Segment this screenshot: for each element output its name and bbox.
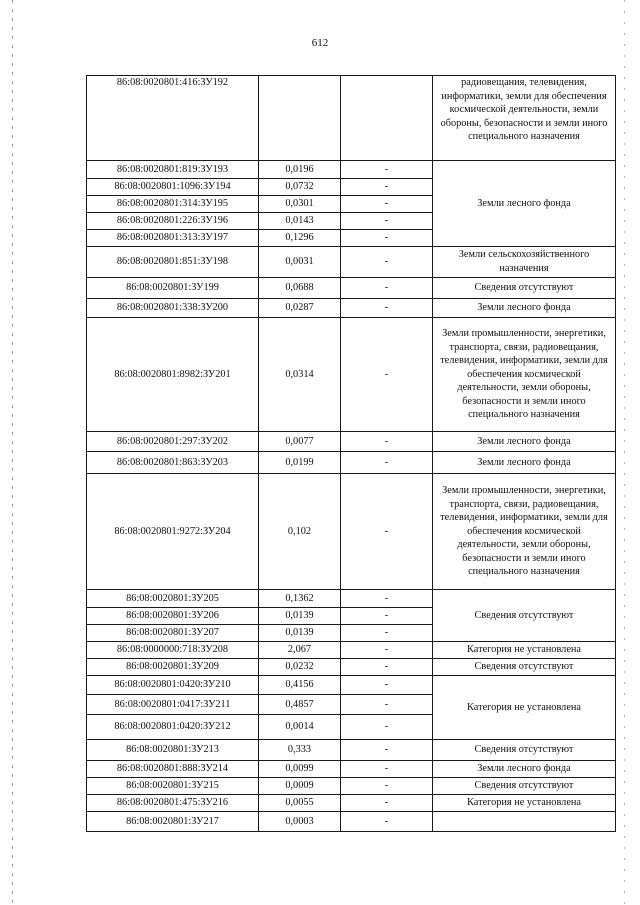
area-cell: 0,1362 [259, 590, 341, 608]
cadastral-number-cell: 86:08:0020801:ЗУ199 [87, 278, 259, 299]
cadastral-number-cell: 86:08:0020801:ЗУ206 [87, 608, 259, 625]
dash-cell: - [341, 452, 433, 474]
cadastral-number-cell: 86:08:0000000:718:ЗУ208 [87, 642, 259, 659]
scan-edge-left [12, 0, 13, 905]
dash-cell: - [341, 196, 433, 213]
cadastral-number-cell: 86:08:0020801:475:ЗУ216 [87, 795, 259, 812]
cadastral-number-cell: 86:08:0020801:851:ЗУ198 [87, 247, 259, 278]
dash-cell: - [341, 676, 433, 695]
table-row [87, 474, 616, 590]
table-row [87, 299, 616, 318]
area-cell: 0,0055 [259, 795, 341, 812]
category-cell: радиовещания, телевидения, информатики, земли для обеспечения космической деятельности, земли обороны, безопасности и земли иного специального назначения [433, 76, 616, 161]
cadastral-number-cell: 86:08:0020801:ЗУ209 [87, 659, 259, 676]
area-cell: 0,333 [259, 740, 341, 761]
area-cell: 0,0301 [259, 196, 341, 213]
table-row [87, 740, 616, 761]
cadastral-number-cell: 86:08:0020801:863:ЗУ203 [87, 452, 259, 474]
table-row [87, 761, 616, 778]
cadastral-number-cell: 86:08:0020801:0420:ЗУ210 [87, 676, 259, 695]
cadastral-number-cell: 86:08:0020801:1096:ЗУ194 [87, 179, 259, 196]
cadastral-number-cell: 86:08:0020801:0417:ЗУ211 [87, 695, 259, 715]
dash-cell: - [341, 740, 433, 761]
dash-cell: - [341, 695, 433, 715]
area-cell: 0,4156 [259, 676, 341, 695]
cadastral-number-cell: 86:08:0020801:9272:ЗУ204 [87, 474, 259, 590]
area-cell [259, 76, 341, 161]
dash-cell: - [341, 278, 433, 299]
cadastral-number-cell: 86:08:0020801:819:ЗУ193 [87, 161, 259, 179]
cadastral-number-cell: 86:08:0020801:338:ЗУ200 [87, 299, 259, 318]
category-cell: Сведения отсутствуют [433, 590, 616, 642]
area-cell: 0,0014 [259, 715, 341, 740]
category-cell: Земли промышленности, энергетики, транспорта, связи, радиовещания, телевидения, информатики, земли для обеспечения космической деятельности, земли обороны, безопасности и земли иного специального назначения [433, 474, 616, 590]
table-row [87, 778, 616, 795]
area-cell: 0,0287 [259, 299, 341, 318]
cadastral-number-cell: 86:08:0020801:313:ЗУ197 [87, 230, 259, 247]
area-cell: 2,067 [259, 642, 341, 659]
cadastral-number-cell: 86:08:0020801:ЗУ207 [87, 625, 259, 642]
area-cell: 0,0196 [259, 161, 341, 179]
area-cell: 0,0139 [259, 608, 341, 625]
dash-cell: - [341, 625, 433, 642]
table-row [87, 795, 616, 812]
category-cell: Категория не установлена [433, 642, 616, 659]
dash-cell: - [341, 299, 433, 318]
category-cell: Земли лесного фонда [433, 161, 616, 247]
dash-cell [341, 76, 433, 161]
table-row [87, 452, 616, 474]
table-row [87, 642, 616, 659]
table-row [87, 659, 616, 676]
table-row [87, 278, 616, 299]
category-cell [433, 812, 616, 832]
area-cell: 0,0314 [259, 318, 341, 432]
page-number: 612 [311, 37, 329, 49]
area-cell: 0,0732 [259, 179, 341, 196]
table-row [87, 676, 616, 695]
dash-cell: - [341, 318, 433, 432]
cadastral-number-cell: 86:08:0020801:314:ЗУ195 [87, 196, 259, 213]
dash-cell: - [341, 812, 433, 832]
dash-cell: - [341, 179, 433, 196]
area-cell: 0,0688 [259, 278, 341, 299]
dash-cell: - [341, 161, 433, 179]
cadastral-number-cell: 86:08:0020801:8982:ЗУ201 [87, 318, 259, 432]
table-row [87, 247, 616, 278]
dash-cell: - [341, 715, 433, 740]
category-cell: Сведения отсутствуют [433, 659, 616, 676]
area-cell: 0,0143 [259, 213, 341, 230]
table-row [87, 76, 616, 161]
category-cell: Категория не установлена [433, 795, 616, 812]
area-cell: 0,0077 [259, 432, 341, 452]
cadastral-number-cell: 86:08:0020801:416:ЗУ192 [87, 76, 259, 161]
cadastral-number-cell: 86:08:0020801:ЗУ215 [87, 778, 259, 795]
dash-cell: - [341, 659, 433, 676]
category-cell: Земли лесного фонда [433, 761, 616, 778]
area-cell: 0,0003 [259, 812, 341, 832]
cadastral-number-cell: 86:08:0020801:ЗУ217 [87, 812, 259, 832]
area-cell: 0,0009 [259, 778, 341, 795]
table-row [87, 318, 616, 432]
category-cell: Земли промышленности, энергетики, транспорта, связи, радиовещания, телевидения, информатики, земли для обеспечения космической деятельности, земли обороны, безопасности и земли иного специального назначения [433, 318, 616, 432]
area-cell: 0,0232 [259, 659, 341, 676]
cadastral-number-cell: 86:08:0020801:888:ЗУ214 [87, 761, 259, 778]
dash-cell: - [341, 795, 433, 812]
area-cell: 0,1296 [259, 230, 341, 247]
dash-cell: - [341, 608, 433, 625]
scan-edge-right [624, 0, 625, 905]
dash-cell: - [341, 213, 433, 230]
dash-cell: - [341, 432, 433, 452]
dash-cell: - [341, 247, 433, 278]
cadastral-number-cell: 86:08:0020801:297:ЗУ202 [87, 432, 259, 452]
category-cell: Земли сельскохозяйственного назначения [433, 247, 616, 278]
category-cell: Земли лесного фонда [433, 299, 616, 318]
category-cell: Земли лесного фонда [433, 452, 616, 474]
cadastral-number-cell: 86:08:0020801:0420:ЗУ212 [87, 715, 259, 740]
table-row [87, 161, 616, 179]
dash-cell: - [341, 590, 433, 608]
dash-cell: - [341, 642, 433, 659]
area-cell: 0,0139 [259, 625, 341, 642]
category-cell: Категория не установлена [433, 676, 616, 740]
category-cell: Сведения отсутствуют [433, 778, 616, 795]
land-plots-table [86, 75, 616, 832]
cadastral-number-cell: 86:08:0020801:226:ЗУ196 [87, 213, 259, 230]
area-cell: 0,4857 [259, 695, 341, 715]
table-row [87, 812, 616, 832]
area-cell: 0,102 [259, 474, 341, 590]
table-row [87, 432, 616, 452]
area-cell: 0,0099 [259, 761, 341, 778]
dash-cell: - [341, 761, 433, 778]
dash-cell: - [341, 474, 433, 590]
area-cell: 0,0199 [259, 452, 341, 474]
cadastral-number-cell: 86:08:0020801:ЗУ205 [87, 590, 259, 608]
category-cell: Сведения отсутствуют [433, 740, 616, 761]
table-row [87, 590, 616, 608]
category-cell: Сведения отсутствуют [433, 278, 616, 299]
category-cell: Земли лесного фонда [433, 432, 616, 452]
area-cell: 0,0031 [259, 247, 341, 278]
dash-cell: - [341, 778, 433, 795]
dash-cell: - [341, 230, 433, 247]
cadastral-number-cell: 86:08:0020801:ЗУ213 [87, 740, 259, 761]
